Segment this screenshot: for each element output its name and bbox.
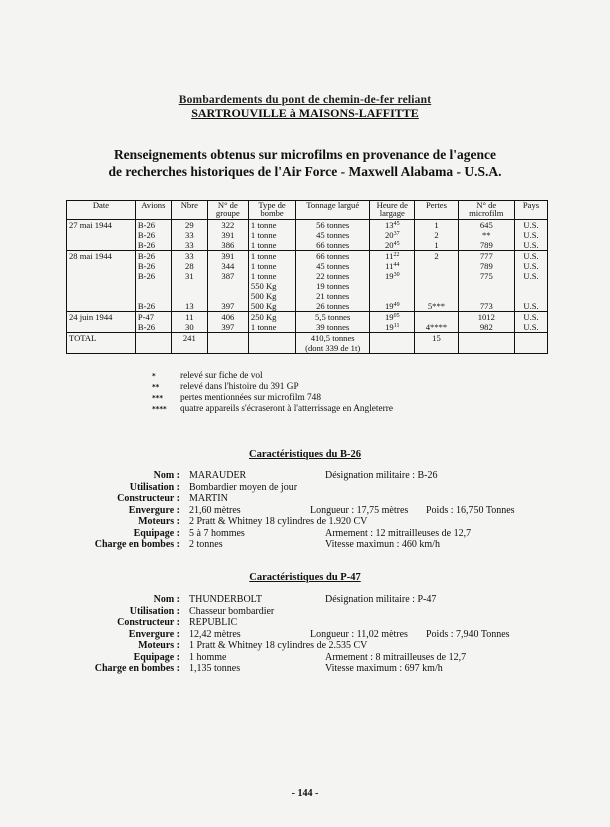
table-row	[67, 220, 548, 251]
nbre-value: 30	[185, 322, 194, 332]
column-header: Avions	[135, 201, 171, 220]
pays-value: U.S.	[523, 271, 539, 281]
total-label-value: TOTAL	[69, 333, 97, 343]
pertes-value: 1	[434, 220, 439, 230]
total-tonnage-line: 410,5 tonnes	[310, 333, 355, 343]
pays-value: U.S.	[523, 301, 539, 311]
column-header: N° de microfilm	[458, 201, 515, 220]
page-number: - 144 -	[291, 788, 319, 799]
nbre-cell	[171, 220, 207, 251]
groupe-value: 386	[221, 240, 235, 250]
avions-value: B-26	[137, 240, 156, 250]
microfilm-value: 789	[479, 240, 493, 250]
heure-cell	[370, 251, 415, 312]
avions-value: B-26	[137, 251, 156, 261]
avions-cell	[135, 251, 171, 312]
moteurs-value: 1 Pratt & Whitney 18 cylindres de 2.535 CV	[189, 640, 368, 651]
column-header: Heure de largage	[370, 201, 415, 220]
hour-value: 19	[384, 271, 394, 281]
pays-cell	[515, 312, 548, 333]
total-tonnage-value	[298, 333, 367, 353]
total-nbre	[171, 333, 207, 354]
total-groupe	[207, 333, 248, 354]
footnote-text: quatre appareils s'écraseront à l'atterrissage en Angleterre	[180, 404, 393, 414]
pertes-value	[417, 271, 455, 281]
hour-value: 20	[384, 240, 394, 250]
heure-value	[372, 322, 412, 332]
date-value: 27 mai 1944	[69, 220, 112, 230]
constructeur-value: REPUBLIC	[189, 617, 238, 628]
avions-value: B-26	[137, 261, 156, 271]
vitesse-value: Vitesse maximum : 697 km/h	[325, 663, 443, 674]
avions-value: B-26	[137, 301, 156, 311]
equipage-value: 5 à 7 hommes	[189, 527, 245, 539]
tonnage-value: 22 tonnes	[316, 271, 350, 281]
designation-value: Désignation militaire : P-47	[325, 594, 437, 605]
bombe-cell	[248, 251, 295, 312]
nbre-value: 28	[185, 261, 194, 271]
microfilm-cell	[458, 312, 515, 333]
footnote-mark: ****	[152, 405, 167, 413]
hour-value: 19	[384, 301, 394, 311]
pays-value: U.S.	[523, 251, 539, 261]
avions-cell	[135, 220, 171, 251]
column-header: Pertes	[415, 201, 458, 220]
nom-value: MARAUDER	[189, 470, 247, 481]
footnote	[152, 382, 393, 393]
equipage-label: Equipage :	[133, 651, 180, 663]
minute-value: 37	[393, 231, 400, 237]
microfilm-value: 1012	[477, 312, 495, 322]
minute-value: 05	[393, 313, 400, 319]
heure-cell	[370, 312, 415, 333]
bombe-value: 500 Kg	[250, 291, 277, 301]
total-nbre-value: 241	[182, 333, 196, 343]
footnotes	[152, 371, 393, 415]
minute-value: 30	[393, 272, 400, 278]
hour-value: 19	[385, 322, 394, 332]
heure-value	[372, 261, 412, 271]
hour-value: 19	[384, 312, 394, 322]
poids-value: Poids : 7,940 Tonnes	[426, 628, 510, 640]
pertes-value: 1	[434, 240, 439, 250]
heure-value	[372, 312, 412, 322]
pertes-cell	[415, 251, 458, 312]
avions-value: B-26	[137, 271, 156, 281]
hour-value: 11	[385, 251, 394, 261]
pertes-value: 2	[434, 251, 439, 261]
nbre-value: 31	[185, 271, 194, 281]
subtitle-line-1: Renseignements obtenus sur microfilms en provenance de l'agence	[113, 147, 497, 162]
avions-cell	[135, 312, 171, 333]
bombing-table	[66, 200, 548, 354]
nbre-value: 11	[185, 312, 194, 322]
minute-value: 49	[393, 302, 400, 308]
footnote	[152, 371, 393, 382]
total-avions	[135, 333, 171, 354]
moteurs-label: Moteurs :	[138, 516, 180, 527]
date-cell	[67, 251, 136, 312]
nbre-value: 29	[185, 220, 194, 230]
footnote-mark: **	[152, 383, 160, 391]
column-header: Date	[67, 201, 136, 220]
pertes-value: 4****	[425, 322, 448, 332]
heure-value	[372, 220, 412, 230]
equipage-value: 1 homme	[189, 651, 227, 663]
total-pays	[515, 333, 548, 354]
hour-value: 11	[385, 261, 394, 271]
total-tonnage	[296, 333, 370, 354]
minute-value: 45	[393, 241, 400, 247]
footnote-mark: ***	[152, 394, 163, 402]
moteurs-value: 2 Pratt & Whitney 18 cylindres de 1.920 CV	[189, 516, 368, 527]
groupe-cell	[207, 251, 248, 312]
groupe-value: 397	[221, 322, 235, 332]
utilisation-value: Chasseur bombardier	[189, 605, 275, 617]
nbre-cell	[171, 312, 207, 333]
bombe-cell	[248, 312, 295, 333]
date-value: 28 mai 1944	[69, 251, 112, 261]
constructeur-value: MARTIN	[189, 493, 228, 504]
footnote-text: pertes mentionnées sur microfilm 748	[180, 393, 321, 403]
heure-value	[372, 240, 412, 250]
groupe-value: 387	[221, 271, 235, 281]
nbre-value	[174, 291, 205, 301]
heure-value	[372, 301, 412, 311]
minute-value: 45	[393, 221, 400, 227]
microfilm-value: 775	[479, 271, 493, 281]
microfilm-value: 645	[479, 220, 493, 230]
minute-value: 22	[393, 252, 400, 258]
envergure-value: 21,60 mètres	[189, 504, 241, 516]
groupe-value: 397	[221, 301, 235, 311]
tonnage-cell	[296, 312, 370, 333]
p47-heading: Caractéristiques du P-47	[249, 572, 361, 583]
groupe-cell	[207, 312, 248, 333]
designation-value: Désignation militaire : B-26	[325, 470, 438, 481]
avions-value: B-26	[137, 322, 156, 332]
longueur-value: Longueur : 17,75 mètres	[310, 504, 409, 516]
bombe-cell	[248, 220, 295, 251]
pays-value: U.S.	[523, 220, 539, 230]
bombe-value: 1 tonne	[250, 322, 277, 332]
pays-value	[517, 291, 545, 301]
armement-value: Armement : 8 mitrailleuses de 12,7	[325, 651, 467, 663]
nom-label: Nom :	[153, 470, 180, 481]
microfilm-value	[461, 281, 513, 291]
microfilm-value: 777	[479, 251, 493, 261]
pertes-value	[417, 312, 455, 322]
pertes-cell	[415, 312, 458, 333]
groupe-value	[210, 281, 246, 291]
subtitle-line-2: de recherches historiques de l'Air Force - Maxwell Alabama - U.S.A.	[108, 164, 502, 179]
groupe-value: 406	[221, 312, 235, 322]
column-header: Nbre	[171, 201, 207, 220]
envergure-label: Envergure :	[128, 628, 180, 640]
b26-heading: Caractéristiques du B-26	[249, 449, 361, 460]
footnote-text: relevé sur fiche de vol	[180, 371, 263, 381]
pertes-cell	[415, 220, 458, 251]
column-header: N° de groupe	[207, 201, 248, 220]
bombe-value: 1 tonne	[250, 220, 277, 230]
pays-value: U.S.	[523, 230, 539, 240]
tonnage-value: 45 tonnes	[316, 230, 350, 240]
pays-value	[517, 281, 545, 291]
pays-cell	[515, 251, 548, 312]
nbre-value: 13	[185, 301, 194, 311]
bombe-value: 500 Kg	[250, 301, 277, 311]
utilisation-label: Utilisation :	[129, 481, 180, 493]
tonnage-value: 26 tonnes	[316, 301, 350, 311]
pays-value: U.S.	[523, 322, 539, 332]
footnote-mark: *	[152, 372, 156, 380]
heure-value	[372, 281, 412, 291]
minute-value: 11	[393, 323, 400, 329]
tonnage-value: 45 tonnes	[316, 261, 350, 271]
date-cell	[67, 312, 136, 333]
column-header: Type de bombe	[248, 201, 295, 220]
microfilm-value: 789	[479, 261, 493, 271]
nbre-value: 33	[185, 230, 194, 240]
hour-value: 20	[384, 230, 394, 240]
microfilm-value: 982	[479, 322, 493, 332]
groupe-value: 391	[221, 230, 235, 240]
nbre-cell	[171, 251, 207, 312]
footnote	[152, 393, 393, 404]
moteurs-label: Moteurs :	[138, 640, 180, 651]
date-cell	[67, 220, 136, 251]
total-microfilm	[458, 333, 515, 354]
avions-value	[138, 291, 169, 301]
bombe-value: 1 tonne	[250, 240, 277, 250]
pays-cell	[515, 220, 548, 251]
tonnage-value: 19 tonnes	[316, 281, 350, 291]
pays-value: U.S.	[523, 240, 539, 250]
envergure-label: Envergure :	[128, 504, 180, 516]
bombe-value: 1 tonne	[250, 261, 277, 271]
pertes-value: 2	[434, 230, 439, 240]
armement-value: Armement : 12 mitrailleuses de 12,7	[325, 527, 472, 539]
tonnage-value: 66 tonnes	[316, 251, 350, 261]
nbre-value: 33	[185, 251, 194, 261]
footnote-text: relevé dans l'histoire du 391 GP	[180, 382, 299, 392]
tonnage-cell	[296, 251, 370, 312]
pertes-value	[417, 291, 455, 301]
constructeur-label: Constructeur :	[117, 617, 180, 628]
minute-value: 44	[393, 262, 400, 268]
groupe-value: 391	[221, 251, 235, 261]
microfilm-value: 773	[479, 301, 493, 311]
heure-value	[372, 230, 412, 240]
bombe-value: 550 Kg	[250, 281, 277, 291]
total-tonnage-detail: (dont 339 de 1t)	[305, 343, 361, 353]
longueur-value: Longueur : 11,02 mètres	[310, 628, 408, 640]
tonnage-cell	[296, 220, 370, 251]
groupe-value	[210, 291, 246, 301]
avions-value	[138, 281, 169, 291]
tonnage-value: 39 tonnes	[316, 322, 350, 332]
avions-value: B-26	[137, 220, 156, 230]
nom-value: THUNDERBOLT	[189, 594, 262, 605]
nbre-value: 33	[185, 240, 194, 250]
tonnage-value: 21 tonnes	[316, 291, 350, 301]
avions-value: P-47	[137, 312, 155, 322]
equipage-label: Equipage :	[133, 527, 180, 539]
microfilm-cell	[458, 251, 515, 312]
pays-value: U.S.	[523, 312, 539, 322]
groupe-value: 322	[221, 220, 235, 230]
bombe-value: 250 Kg	[250, 312, 277, 322]
bombe-value: 1 tonne	[250, 251, 277, 261]
avions-value: B-26	[137, 230, 156, 240]
page-title: Bombardements du pont de chemin-de-fer reliant	[178, 94, 432, 106]
vitesse-value: Vitesse maximun : 460 km/h	[325, 539, 440, 550]
table-row	[67, 312, 548, 333]
utilisation-value: Bombardier moyen de jour	[189, 481, 298, 493]
total-pertes	[415, 333, 458, 354]
microfilm-value: **	[482, 230, 491, 240]
total-row	[67, 333, 548, 354]
tonnage-value: 66 tonnes	[316, 240, 350, 250]
heure-value	[372, 251, 412, 261]
envergure-value: 12,42 mètres	[189, 628, 241, 640]
heure-value	[372, 291, 412, 301]
charge-value: 2 tonnes	[189, 539, 223, 550]
nbre-value	[174, 281, 205, 291]
column-header: Pays	[515, 201, 548, 220]
charge-label: Charge en bombes :	[94, 539, 180, 550]
total-pertes-value: 15	[432, 333, 441, 343]
bombe-value: 1 tonne	[250, 230, 277, 240]
utilisation-label: Utilisation :	[129, 605, 180, 617]
b26-specs	[0, 470, 610, 560]
footnote	[152, 404, 393, 415]
bombe-value: 1 tonne	[250, 271, 277, 281]
page-title-places: SARTROUVILLE à MAISONS-LAFFITTE	[191, 106, 419, 120]
microfilm-value	[461, 291, 513, 301]
charge-value: 1,135 tonnes	[189, 663, 241, 674]
constructeur-label: Constructeur :	[117, 493, 180, 504]
total-heure	[370, 333, 415, 354]
tonnage-value: 5,5 tonnes	[315, 312, 351, 322]
hour-value: 13	[384, 220, 394, 230]
pays-value: U.S.	[523, 261, 539, 271]
table-header-row	[67, 201, 548, 220]
heure-cell	[370, 220, 415, 251]
poids-value: Poids : 16,750 Tonnes	[426, 504, 515, 516]
pertes-value	[417, 261, 455, 271]
pertes-value	[417, 281, 455, 291]
total-bombe	[248, 333, 295, 354]
table-row	[67, 251, 548, 312]
total-label	[67, 333, 136, 354]
pertes-value: 5***	[427, 301, 446, 311]
groupe-cell	[207, 220, 248, 251]
p47-specs	[0, 594, 610, 684]
tonnage-value: 56 tonnes	[316, 220, 350, 230]
microfilm-cell	[458, 220, 515, 251]
heure-value	[372, 271, 412, 281]
column-header: Tonnage largué	[296, 201, 370, 220]
groupe-value: 344	[221, 261, 235, 271]
charge-label: Charge en bombes :	[94, 663, 180, 674]
nom-label: Nom :	[153, 594, 180, 605]
date-value: 24 juin 1944	[69, 312, 113, 322]
